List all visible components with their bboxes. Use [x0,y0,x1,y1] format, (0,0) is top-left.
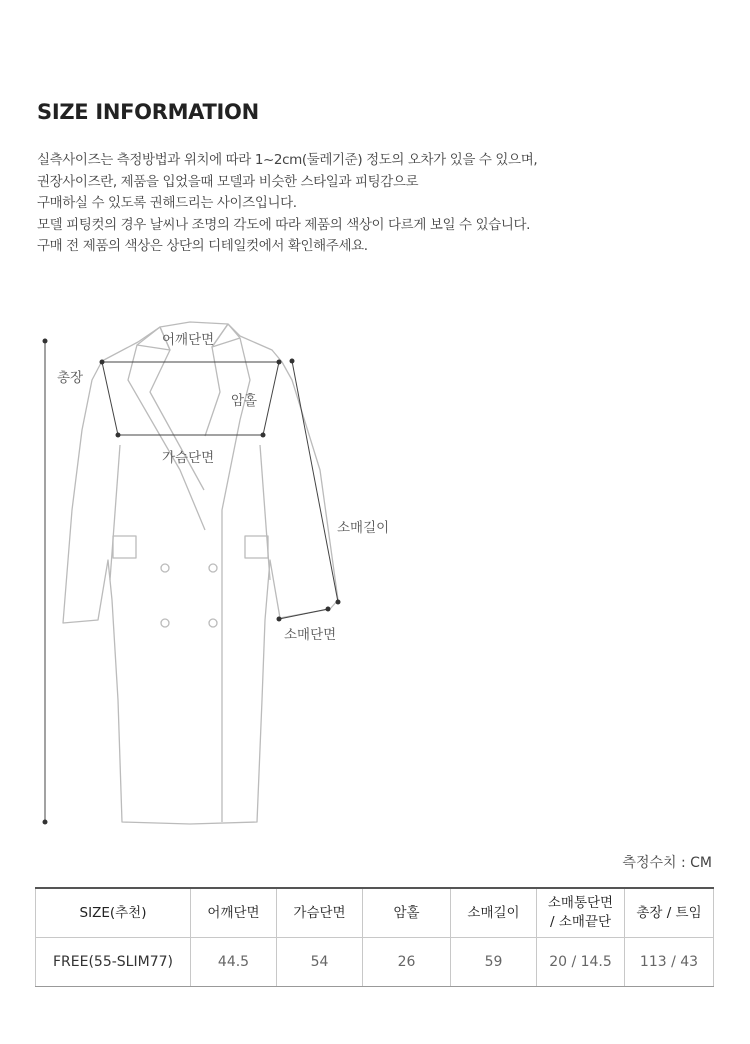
header-armhole: 암홀 [363,888,451,938]
sleeve-length-label: 소매길이 [337,520,390,536]
cell-sleeve-width: 20 / 14.5 [537,938,625,987]
cell-chest: 54 [277,938,363,987]
description-line: 권장사이즈란, 제품을 입었을때 모델과 비슷한 스타일과 피팅감으로 [37,173,419,190]
armhole-line-left [102,362,118,435]
measurement-dots [43,339,341,825]
header-size: SIZE(추천) [36,888,191,938]
cell-total-length: 113 / 43 [625,938,714,987]
coat-illustration [63,322,338,824]
measurement-lines [45,341,338,822]
header-sleeve-width-line2: / 소매끝단 [549,914,611,930]
sleeve-hem-label: 소매단면 [284,627,337,643]
description-line: 모델 피팅컷의 경우 날씨나 조명의 각도에 따라 제품의 색상이 다르게 보일 수 있습니다. [37,216,531,233]
header-total-length: 총장 / 트임 [625,888,714,938]
table-header-row [36,888,714,938]
size-description [37,150,717,258]
armhole-label: 암홀 [231,393,258,409]
size-table [35,887,714,987]
cell-size: FREE(55-SLIM77) [36,938,191,987]
sleeve-hem-line [279,609,328,619]
header-chest: 가슴단면 [277,888,363,938]
description-line: 구매하실 수 있도록 권해드리는 사이즈입니다. [37,195,297,211]
description-line: 구매 전 제품의 색상은 상단의 디테일컷에서 확인해주세요. [37,238,368,254]
unit-note: 측정수치 : CM [622,855,712,871]
sleeve-length-line [292,361,338,602]
header-sleeve-width-line1: 소매통단면 [547,895,614,911]
header-sleeve-width [537,888,625,938]
header-sleeve-length: 소매길이 [451,888,537,938]
coat-measurement-diagram [0,300,750,840]
header-shoulder: 어깨단면 [191,888,277,938]
table-row [36,938,714,987]
page-title: SIZE INFORMATION [37,100,259,124]
cell-shoulder: 44.5 [191,938,277,987]
chest-label: 가슴단면 [162,450,215,466]
shoulder-label: 어깨단면 [162,332,215,348]
total-length-label: 총장 [57,370,84,386]
armhole-line-right [263,362,279,435]
description-line: 실측사이즈는 측정방법과 위치에 따라 1~2cm(둘레기준) 정도의 오차가 있을 수 있으며, [37,152,538,168]
cell-armhole: 26 [363,938,451,987]
cell-sleeve-length: 59 [451,938,537,987]
